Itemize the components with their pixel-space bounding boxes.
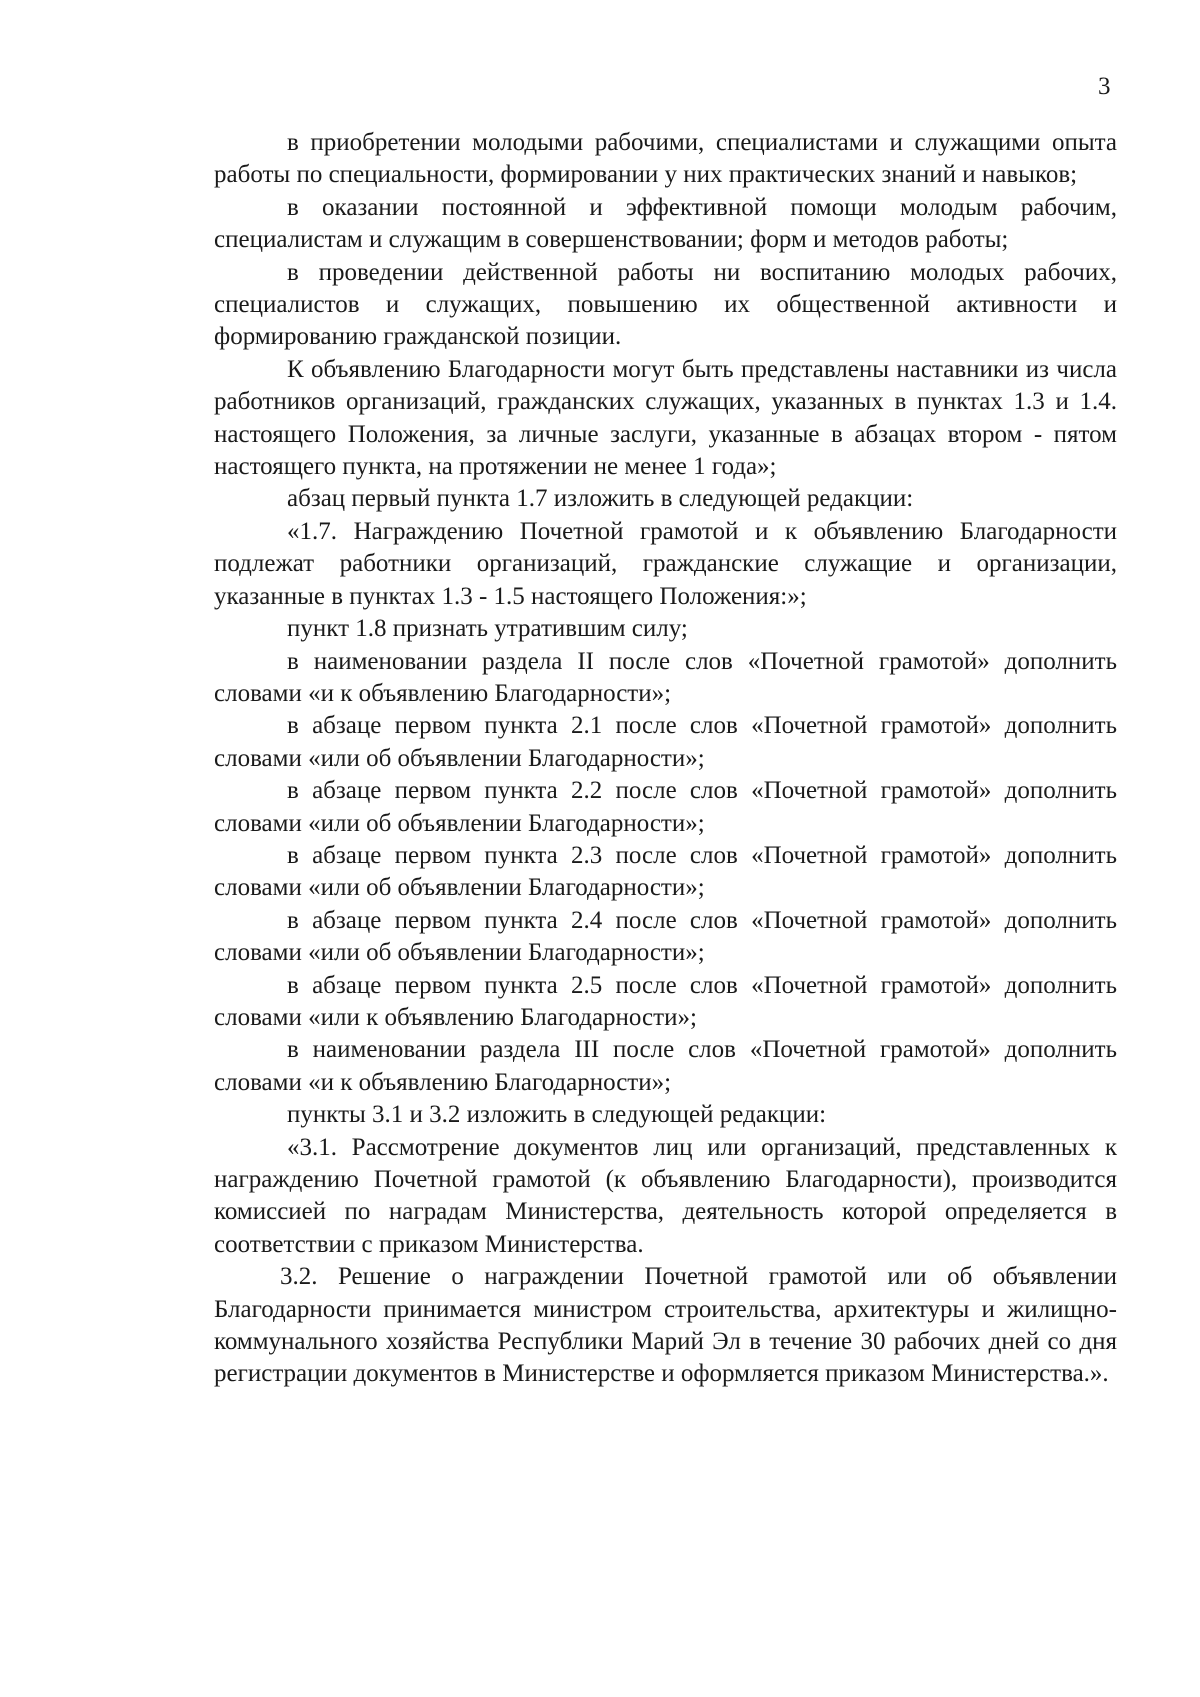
paragraph: в абзаце первом пункта 2.5 после слов «Почетной грамотой» дополнить словами «или к объявлению Благодарности»; [214,971,1117,1031]
paragraph: «1.7. Награждению Почетной грамотой и к объявлению Благодарности подлежат работники организаций, гражданские служащие и организации, указанные в пунктах 1.3 - 1.5 настоящего Положения:»; [214,517,1117,610]
paragraph: в оказании постоянной и эффективной помощи молодым рабочим, специалистам и служащим в совершенствовании; форм и методов работы; [214,193,1117,254]
paragraph: в наименовании раздела II после слов «Почетной грамотой» дополнить словами «и к объявлению Благодарности»; [214,647,1117,707]
paragraph: 3.2. Решение о награждении Почетной грамотой или об объявлении Благодарности принимается министром строительства, архитектуры и жилищно-коммунального хозяйства Республики Марий Эл в течение 30 рабочих дней со дня регистрации документов в Министерстве и оформляется приказом Министерства.». [214,1263,1117,1388]
paragraph: в абзаце первом пункта 2.4 после слов «Почетной грамотой» дополнить словами «или об объявлении Благодарности»; [214,906,1117,967]
paragraph: в абзаце первом пункта 2.3 после слов «Почетной грамотой» дополнить словами «или об объявлении Благодарности»; [214,841,1117,902]
page-number: 3 [1098,73,1111,100]
paragraph: в абзаце первом пункта 2.2 после слов «Почетной грамотой» дополнить словами «или об объявлении Благодарности»; [214,777,1117,837]
document-body [214,127,1117,1391]
paragraph: в абзаце первом пункта 2.1 после слов «Почетной грамотой» дополнить словами «или об объявлении Благодарности»; [214,712,1117,772]
paragraph: в проведении действенной работы ни воспитанию молодых рабочих, специалистов и служащих, повышению их общественной активности и формированию гражданской позиции. [214,258,1117,351]
paragraph: «3.1. Рассмотрение документов лиц или организаций, представленных к награждению Почетной грамотой (к объявлению Благодарности), производится комиссией по наградам Министерства, деятельность которой определяется в соответствии с приказом Министерства. [214,1133,1117,1258]
paragraph: пункты 3.1 и 3.2 изложить в следующей редакции: [287,1101,827,1129]
paragraph: абзац первый пункта 1.7 изложить в следующей редакции: [287,485,914,513]
paragraph: в наименовании раздела III после слов «Почетной грамотой» дополнить словами «и к объявлению Благодарности»; [214,1036,1117,1096]
paragraph: в приобретении молодыми рабочими, специалистами и служащими опыта работы по специальности, формировании у них практических знаний и навыков; [214,129,1117,189]
paragraph: К объявлению Благодарности могут быть представлены наставники из числа работников организаций, гражданских служащих, указанных в пунктах 1.3 и 1.4. настоящего Положения, за личные заслуги, указанные в абзацах втором - пятом настоящего пункта, на протяжении не менее 1 года»; [214,355,1117,481]
paragraph: пункт 1.8 признать утратившим силу; [287,615,688,643]
